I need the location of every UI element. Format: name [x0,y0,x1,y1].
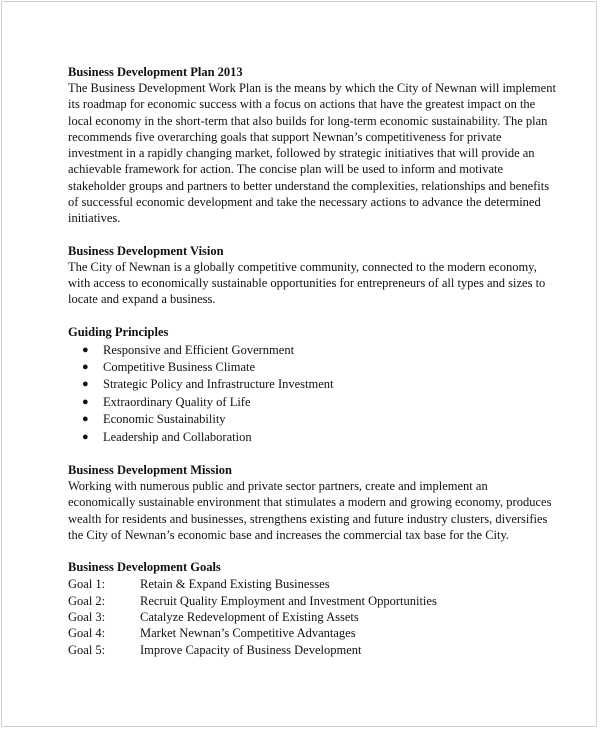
goals-table [68,576,437,658]
mission-paragraph: Working with numerous public and private sector partners, create and implement an economically sustainable environment that stimulates a modern and growing economy, produces wealth for residents and businesses, strengthens existing and future industry clusters, diversifies the City of Newnan’s economic base and increases the commercial tax base for the City. [68,479,552,542]
principle-text: Leadership and Collaboration [103,429,252,444]
list-item [82,376,556,393]
vision-paragraph: The City of Newnan is a globally competitive community, connected to the modern economy, with access to economically sustainable opportunities for entrepreneurs of all types and sizes to locate and expand a business. [68,259,546,307]
bullet-icon: ● [82,395,89,408]
principles-section [68,324,556,446]
goal-label: Goal 3: [68,610,106,624]
principle-text: Extraordinary Quality of Life [103,394,251,409]
plan-section [68,64,556,227]
list-item [82,394,556,411]
list-item [82,429,556,446]
plan-heading: Business Development Plan 2013 [68,65,243,79]
principle-text: Responsive and Efficient Government [103,342,295,357]
principle-text: Economic Sustainability [103,412,226,427]
principles-list [68,342,556,446]
bullet-icon: ● [82,413,89,426]
mission-section [68,462,556,543]
goal-text: Retain & Expand Existing Businesses [140,577,330,592]
goal-text: Improve Capacity of Business Development [140,642,362,657]
plan-paragraph: The Business Development Work Plan is the means by which the City of Newnan will implement its roadmap for economic success with a focus on actions that have the greatest impact on the local economy in the short-term that also builds for long-term economic sustainability. The plan recommends five overarching goals that support Newnan’s competitiveness for private investment in a rapidly changing market, followed by strategic initiatives that will provide an achievable framework for action. The concise plan will be used to inform and motivate stakeholder groups and partners to better understand the complexities, relationships and benefits of successful economic development and take the necessary actions to advance the determined initiatives. [68,81,556,226]
bullet-icon: ● [82,343,89,356]
goal-text: Recruit Quality Employment and Investment Opportunities [140,593,437,608]
table-row [68,593,437,609]
table-row [68,609,437,625]
document-page [1,1,597,727]
goal-text: Catalyze Redevelopment of Existing Assets [140,610,359,624]
goal-label: Goal 1: [68,577,106,592]
goal-text: Market Newnan’s Competitive Advantages [140,626,356,641]
bullet-icon: ● [82,378,89,391]
goals-heading: Business Development Goals [68,560,221,575]
list-item [82,411,556,428]
mission-heading: Business Development Mission [68,463,232,477]
goals-section [68,559,556,658]
vision-section [68,243,556,308]
principles-heading: Guiding Principles [68,324,169,339]
vision-heading: Business Development Vision [68,243,224,258]
table-row [68,625,437,641]
bullet-icon: ● [82,360,89,373]
principle-text: Strategic Policy and Infrastructure Investment [103,377,334,392]
goal-label: Goal 2: [68,593,106,608]
principle-text: Competitive Business Climate [103,359,256,374]
goal-label: Goal 4: [68,626,106,641]
list-item [82,342,556,359]
table-row [68,642,437,658]
bullet-icon: ● [82,430,89,443]
list-item [82,359,556,376]
goal-label: Goal 5: [68,642,106,657]
table-row [68,576,437,592]
